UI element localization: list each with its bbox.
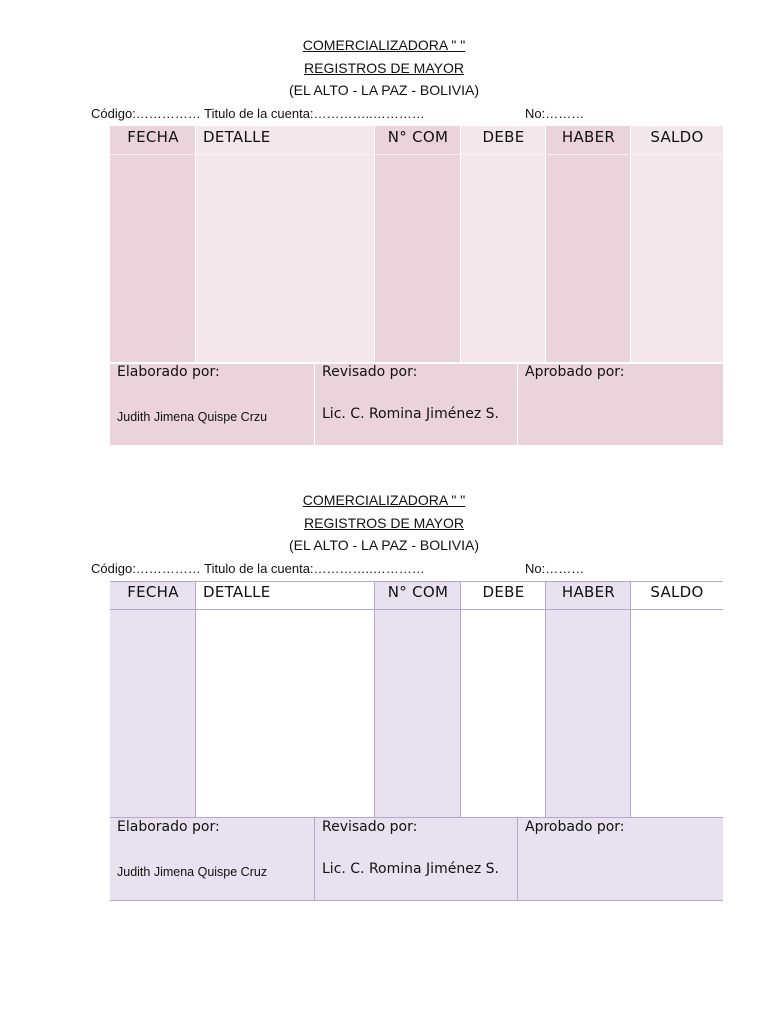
account-info-line [91,105,731,123]
number-field[interactable]: No:……… [525,106,585,121]
elaborado-box[interactable] [110,363,315,445]
column-header-ncom: N° COM [387,583,449,601]
location-line: (EL ALTO - LA PAZ - BOLIVIA) [288,537,480,553]
ncom-column[interactable] [375,581,461,818]
elaborado-name: Judith Jimena Quispe Crzu [117,410,268,424]
column-header-ncom: N° COM [387,128,449,146]
detalle-column[interactable] [196,126,375,363]
report-title: REGISTROS DE MAYOR [304,515,464,531]
header-divider [110,609,723,610]
company-title: COMERCIALIZADORA " " [302,37,466,53]
saldo-column[interactable] [631,581,723,818]
haber-column[interactable] [546,581,631,818]
aprobado-label: Aprobado por: [525,819,625,835]
bottom-border [110,900,723,901]
header-divider [110,154,723,155]
column-header-saldo: SALDO [650,128,704,146]
elaborado-box[interactable] [110,818,315,900]
revisado-label: Revisado por: [322,819,418,835]
report-title: REGISTROS DE MAYOR [304,60,464,76]
column-header-debe: DEBE [482,128,525,146]
debe-column[interactable] [461,581,546,818]
location-line: (EL ALTO - LA PAZ - BOLIVIA) [288,82,480,98]
haber-column[interactable] [546,126,631,363]
number-field[interactable]: No:……… [525,561,585,576]
fecha-column[interactable] [110,126,196,363]
aprobado-label: Aprobado por: [525,364,625,380]
elaborado-label: Elaborado por: [117,364,220,380]
ledger-table [110,581,723,901]
ledger-table [110,126,723,446]
column-header-haber: HABER [561,583,616,601]
revisado-box[interactable] [315,363,518,445]
column-header-detalle: DETALLE [203,583,271,601]
ncom-column[interactable] [375,126,461,363]
signature-divider [110,362,723,364]
revisado-name: Lic. C. Romina Jiménez S. [322,861,499,877]
revisado-label: Revisado por: [322,364,418,380]
column-header-fecha: FECHA [127,583,179,601]
aprobado-box[interactable] [518,818,723,900]
elaborado-label: Elaborado por: [117,819,220,835]
column-header-saldo: SALDO [650,583,704,601]
fecha-column[interactable] [110,581,196,818]
signature-divider [110,817,723,818]
company-title: COMERCIALIZADORA " " [302,492,466,508]
column-header-detalle: DETALLE [203,128,271,146]
elaborado-name: Judith Jimena Quispe Cruz [117,865,268,879]
aprobado-box[interactable] [518,363,723,445]
codigo-account-field[interactable]: Código:…………… Titulo de la cuenta:…………..………… [91,106,425,121]
detalle-column[interactable] [196,581,375,818]
debe-column[interactable] [461,126,546,363]
column-header-haber: HABER [561,128,616,146]
account-info-line [91,560,731,578]
revisado-name: Lic. C. Romina Jiménez S. [322,406,499,422]
column-header-fecha: FECHA [127,128,179,146]
revisado-box[interactable] [315,818,518,900]
codigo-account-field[interactable]: Código:…………… Titulo de la cuenta:…………..………… [91,561,425,576]
column-header-debe: DEBE [482,583,525,601]
saldo-column[interactable] [631,126,723,363]
